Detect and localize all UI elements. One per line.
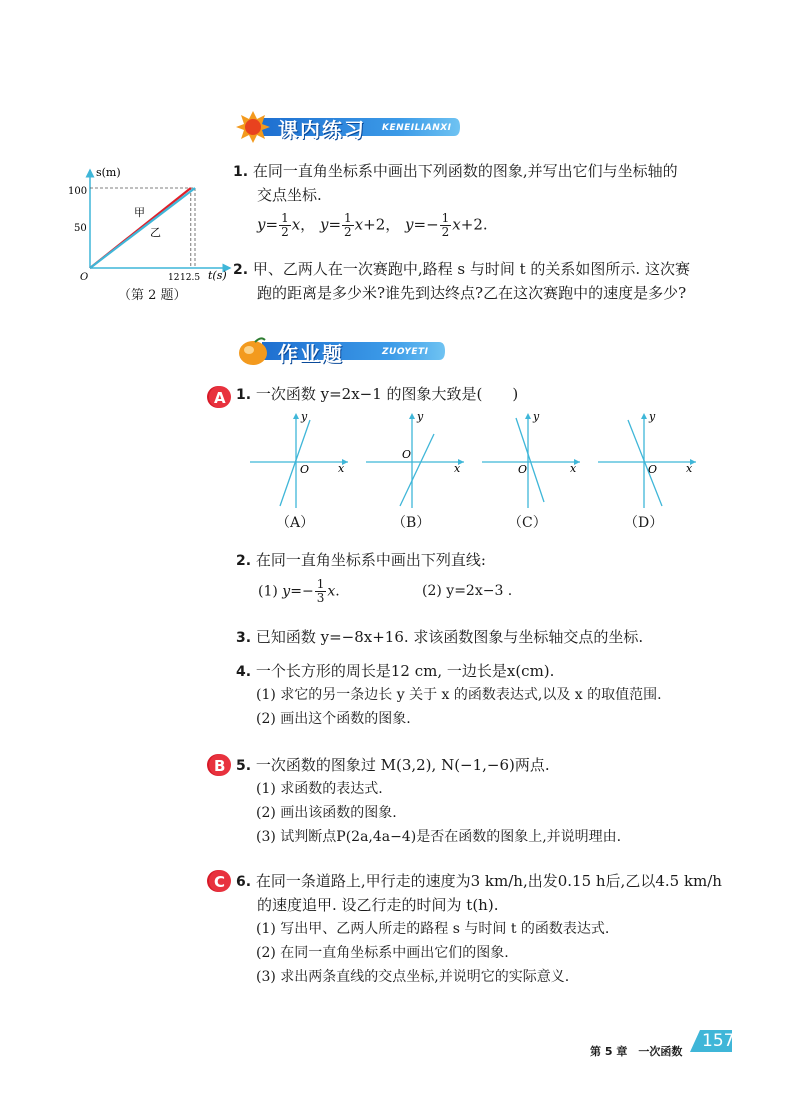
page-number-tab [690,1030,735,1052]
homework-question-4-sub-1: (1) 求它的另一条边长 y 关于 x 的函数表达式,以及 x 的取值范围. [256,687,662,703]
level-badge-a [206,384,234,410]
question-number: 5. [236,758,252,774]
sun-icon [234,110,274,144]
homework-question-6 [236,870,722,893]
x-axis-label: t(s) [208,269,227,282]
page-number: 157 [702,1031,735,1051]
figure-caption: （第 2 题） [118,288,187,303]
svg-text:O: O [300,463,310,476]
y-tick-100: 100 [68,186,88,197]
svg-text:y: y [417,410,424,423]
option-b-graph [364,410,469,510]
answer-options [248,410,698,540]
svg-text:C: C [214,873,226,891]
question-text: 已知函数 y=−8x+16. 求该函数图象与坐标轴交点的坐标. [255,628,644,646]
section-subtitle: KENEILIANXI [382,123,452,133]
svg-text:x: x [454,462,461,475]
inclass-question-2-line2: 跑的距离是多少米?谁先到达终点?乙在这次赛跑中的速度是多少? [257,284,687,302]
option-d-label: （D） [624,515,664,531]
section-subtitle: ZUOYETI [382,347,429,357]
option-a-label: （A） [276,515,315,531]
y-tick-50: 50 [74,223,87,234]
homework-question-4-sub-2: (2) 画出这个函数的图象. [256,711,411,727]
race-chart [68,158,238,283]
origin-label: O [80,272,89,283]
svg-text:O: O [518,463,528,476]
homework-question-2-item-1: (1) y=− $\frac{1}{3}$ x. [258,577,340,605]
question-text: 在同一条道路上,甲行走的速度为3 km/h,出发0.15 h后,乙以4.5 km/h [255,872,722,890]
homework-question-1 [236,383,518,406]
question-text: 一次函数 y=2x−1 的图象大致是( ) [255,385,519,403]
svg-text:A: A [214,389,226,407]
svg-text:B: B [214,757,226,775]
option-a-graph [248,410,353,510]
question-number: 2. [233,262,249,278]
fruit-icon [234,334,274,368]
section-banner-in-class [232,110,462,144]
svg-text:x: x [570,462,577,475]
inclass-question-1-line2: 交点坐标. [257,186,322,204]
homework-question-6-line2: 的速度追甲. 设乙行走的时间为 t(h). [257,896,499,914]
option-c-label: （C） [508,515,547,531]
question-text: 一次函数的图象过 M(3,2), N(−1,−6)两点. [255,756,550,774]
question-number: 2. [236,553,252,569]
footer-chapter: 第 5 章 一次函数 [590,1045,683,1058]
question-text: 一个长方形的周长是12 cm, 一边长是x(cm). [255,662,555,680]
question-number: 3. [236,630,252,646]
question-text: 在同一直角坐标系中画出下列直线: [255,551,486,569]
svg-text:O: O [402,448,412,461]
level-badge-b [206,752,234,778]
question-number: 4. [236,664,252,680]
series-label-yi: 乙 [150,226,161,239]
section-banner-homework [232,334,447,368]
homework-question-3 [236,626,643,649]
option-d-graph [596,410,701,510]
homework-question-2-item-2: (2) y=2x−3 . [422,583,513,599]
homework-question-5-sub-2: (2) 画出该函数的图象. [256,805,397,821]
homework-question-4 [236,660,554,683]
question-text: 甲、乙两人在一次赛跑中,路程 s 与时间 t 的关系如图所示. 这次赛 [252,260,690,278]
svg-text:y: y [649,410,656,423]
homework-question-5-sub-3: (3) 试判断点P(2a,4a−4)是否在函数的图象上,并说明理由. [256,829,622,845]
question-number: 1. [233,164,249,180]
homework-question-2 [236,549,486,572]
inclass-question-1 [233,160,678,183]
homework-question-6-sub-1: (1) 写出甲、乙两人所走的路程 s 与时间 t 的函数表达式. [256,921,610,937]
svg-text:y: y [301,410,308,423]
section-title: 课内练习 [278,118,366,142]
homework-question-5 [236,754,550,777]
homework-question-5-sub-1: (1) 求函数的表达式. [256,781,383,797]
svg-text:x: x [686,462,693,475]
x-tick-12: 12 [168,273,180,283]
svg-text:O: O [648,463,658,476]
svg-text:x: x [338,462,345,475]
section-title: 作业题 [278,342,344,366]
question-text: 在同一直角坐标系中画出下列函数的图象,并写出它们与坐标轴的 [252,162,678,180]
question-number: 6. [236,874,252,890]
option-b-label: （B） [392,515,431,531]
homework-question-6-sub-3: (3) 求出两条直线的交点坐标,并说明它的实际意义. [256,969,570,985]
y-axis-label: s(m) [96,166,121,179]
x-tick-12-5: 12.5 [180,273,201,283]
series-line-yi [90,188,195,268]
level-badge-c [206,868,234,894]
question-number: 1. [236,387,252,403]
figure-race-graph [68,158,238,303]
svg-text:y: y [533,410,540,423]
inclass-question-1-functions: y= $\frac{1}{2}$ x， y= $\frac{1}{2}$ x+2， y=− $\frac{1}{2}$ x+2. [257,211,488,239]
inclass-question-2 [233,258,690,281]
option-c-graph [480,410,585,510]
homework-question-6-sub-2: (2) 在同一直角坐标系中画出它们的图象. [256,945,509,961]
series-label-jia: 甲 [134,206,145,219]
